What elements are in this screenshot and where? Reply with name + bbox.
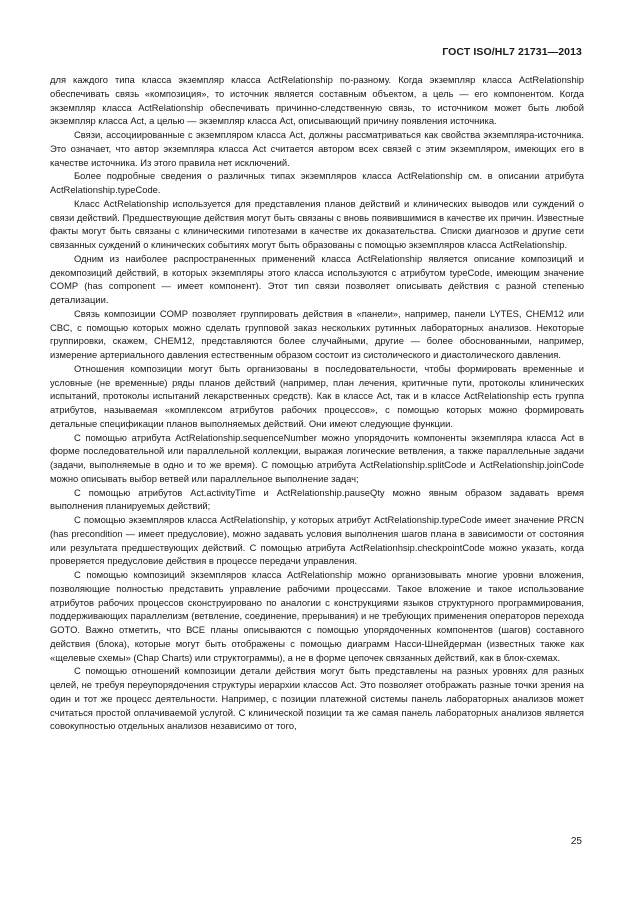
paragraph: С помощью атрибутов Act.activityTime и ActRelationship.pauseQty можно явным образом задавать время выполнения планируемых действий;	[50, 486, 584, 512]
paragraph: Класс ActRelationship используется для представления планов действий и клинических выводов или суждений о связи действий. Предшествующие действия могут быть связаны с вновь появившимися в качестве их причин. Известные факты могут быть связаны с клиническими гипотезами в качестве их доказательства. Списки диагнозов и другие сети связанных суждений о клинических событиях могут быть образованы с помощью экземпляров класса ActRelationship.	[50, 197, 584, 250]
paragraph: С помощью отношений композиции детали действия могут быть представлены на разных уровнях для разных целей, не требуя переупорядочения структуры иерархии классов Act. Это позволяет отображать разные точки зрения на один и тот же процесс деятельности. Например, с позиции платежной системы панель лабораторных анализов может считаться простой оплачиваемой услугой. С клинической позиции та же самая панель лабораторных анализов является совокупностью отдельных анализов независимо от того,	[50, 665, 584, 732]
paragraph: Одним из наиболее распространенных применений класса ActRelationship является описание композиций и декомпозиций действий, в которых экземпляры этого класса используются с атрибутом typeCode, имеющим значение COMP (has component — имеет компонент). Этот тип связи позволяет описывать действия с разной степенью детализации.	[50, 252, 584, 305]
paragraph: Связь композиции COMP позволяет группировать действия в «панели», например, панели LYTES, CHEM12 или CBC, с помощью которых можно сделать групповой заказ нескольких рутинных лабораторных анализов. Некоторые группировки, скажем, CHEM12, представляются более случайными, другие — более обоснованными, например, измерение артериального давления естественным образом состоит из систолического и диастолического давления.	[50, 307, 584, 360]
paragraph: Связи, ассоциированные с экземпляром класса Act, должны рассматриваться как свойства экземпляра-источника. Это означает, что автор экземпляра класса Act считается автором всех связей с этим экземпляром, имеющих его в качестве источника. Из этого правила нет исключений.	[50, 129, 584, 168]
paragraph: С помощью экземпляров класса ActRelationship, у которых атрибут ActRelationship.typeCode имеет значение PRCN (has precondition — имеет предусловие), можно задавать условия выполнения шагов плана в зависимости от состояния или результата предшествующих действий. С помощью атрибута ActRelationhsip.checkpointCode можно указать, когда проверяется предусловие действия в процессе передачи управления.	[50, 514, 584, 567]
document-body	[50, 73, 584, 733]
paragraph: Более подробные сведения о различных типах экземпляров класса ActRelationship см. в описании атрибута ActRelationship.typeCode.	[50, 170, 584, 195]
document-header: ГОСТ ISO/HL7 21731—2013	[442, 46, 582, 58]
paragraph: С помощью атрибута ActRelationship.sequenceNumber можно упорядочить компоненты экземпляра класса Act в форме последовательной или параллельной коллекции, выражая логические ветвления, а также параллельные задачи (задачи, выполняемые в одно и то же время). С помощью атрибута ActRelationship.splitCode и ActRelationship.joinCode можно описывать выбор ветвей или параллельное выполнение задач;	[50, 431, 584, 484]
paragraph: Отношения композиции могут быть организованы в последовательности, чтобы формировать временные и условные (не временные) ряды планов действий (например, план лечения, критичные пути, протоколы клинических испытаний, протоколы испытаний лекарственных средств). Как в классе Act, так и в классе ActRelationship есть группа атрибутов, называемая «комплексом атрибутов рабочих процессов», с помощью которых можно формировать детальные спецификации планов выполняемых действий. Они имеют следующие функции.	[50, 362, 584, 429]
paragraph: для каждого типа класса экземпляр класса ActRelationship по-разному. Когда экземпляр класса ActRelationship обеспечивать связь «композиция», то источник является составным объектом, а цель — его компонентом. Когда экземпляр класса ActRelationship обеспечивать причинно-следственную связь, то источником может быть любой экземпляр класса Act, а целью — экземпляр класса Act, описывающий причину появления источника.	[50, 74, 584, 127]
paragraph: С помощью композиций экземпляров класса ActRelationship можно организовывать многие уровни вложения, позволяющие полностью представить управление рабочими процессами. Такое вложение и такое использование атрибутов рабочих процессов сконструировано по аналогии с конструкциями языков структурного программирования, поддерживающих параллелизм (ветвление, соединение, прерывания) и не требующих применения операторов перехода GOTO. Важно отметить, что ВСЕ планы описываются с помощью упорядоченных компонентов (шагов) составного действия (блока), которые могут быть отображены с помощью диаграмм Насси-Шнейдерман (известных также как «щелевые схемы» (Chap Charts) или структограммы), а не в форме цепочек связанных действий, как в блок-схемах.	[50, 569, 584, 663]
page-number: 25	[570, 836, 582, 847]
